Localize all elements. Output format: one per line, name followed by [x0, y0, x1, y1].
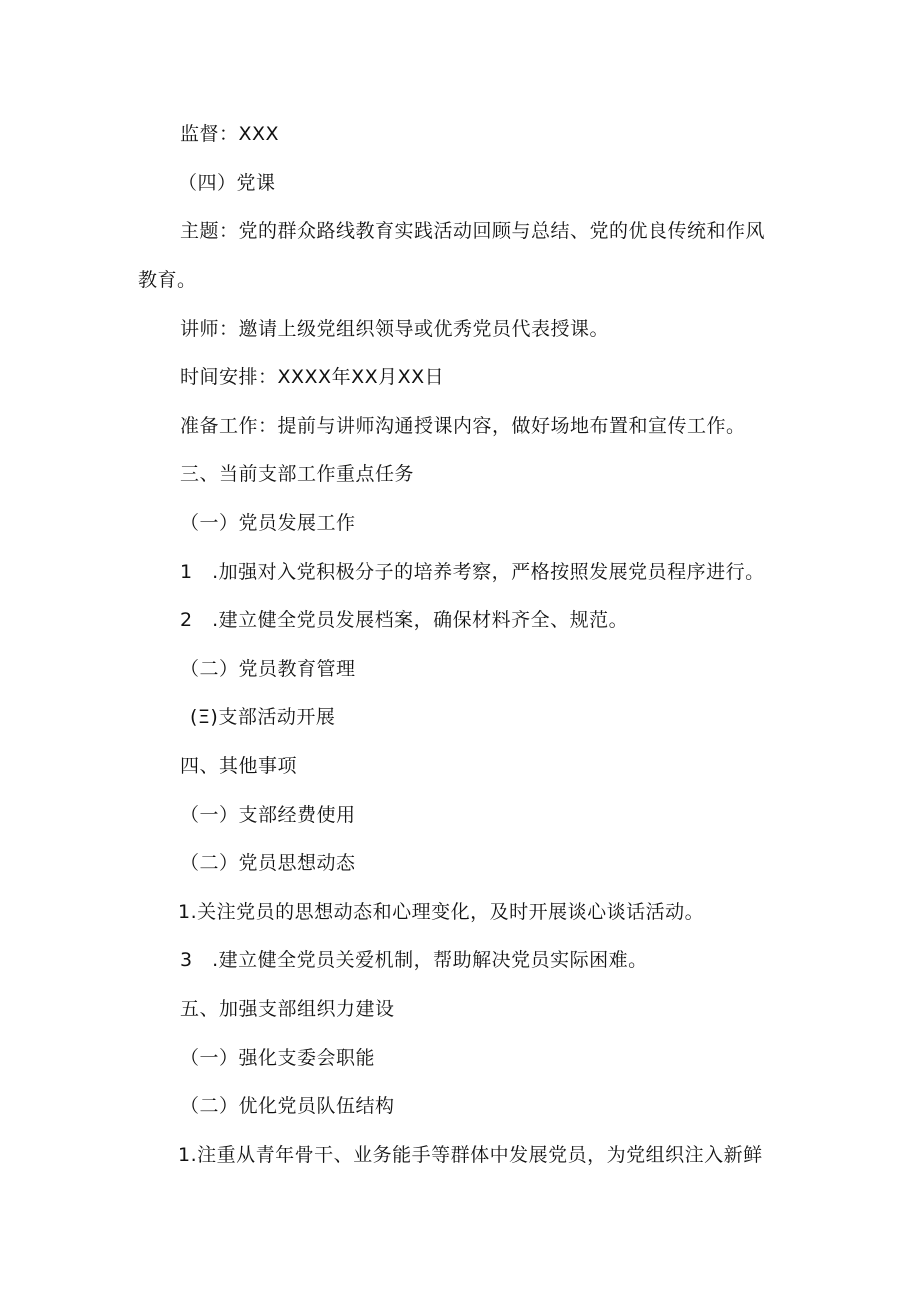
supervisor-line: 监督：XXX	[180, 123, 280, 145]
lecture-theme-continuation: 教育。	[138, 269, 197, 291]
subheading-member-development: （一）党员发展工作	[180, 512, 356, 534]
preparation-line: 准备工作：提前与讲师沟通授课内容，做好场地布置和宣传工作。	[180, 415, 746, 437]
list-item: 1 .加强对入党积极分子的培养考察，严格按照发展党员程序进行。	[180, 561, 765, 583]
section-heading-organizational-strength: 五、加强支部组织力建设	[180, 998, 395, 1020]
section-heading-key-tasks: 三、当前支部工作重点任务	[180, 463, 415, 485]
list-item: 1.注重从青年骨干、业务能手等群体中发展党员，为党组织注入新鲜	[178, 1144, 763, 1166]
subheading-member-thinking: （二）党员思想动态	[180, 852, 356, 874]
section-heading-party-lecture: （四）党课	[178, 172, 276, 194]
subheading-member-structure: （二）优化党员队伍结构	[180, 1095, 395, 1117]
subheading-branch-activities: (Ξ)支部活动开展	[190, 706, 336, 728]
subheading-member-education: （二）党员教育管理	[180, 658, 356, 680]
lecturer-line: 讲师：邀请上级党组织领导或优秀党员代表授课。	[180, 318, 610, 340]
subheading-committee-functions: （一）强化支委会职能	[180, 1047, 376, 1069]
subheading-branch-funds: （一）支部经费使用	[180, 804, 356, 826]
lecture-theme-line: 主题：党的群众路线教育实践活动回顾与总结、党的优良传统和作风	[180, 220, 766, 242]
list-item: 3 .建立健全党员关爱机制，帮助解决党员实际困难。	[180, 949, 648, 971]
list-item: 2 .建立健全党员发展档案，确保材料齐全、规范。	[180, 609, 629, 631]
section-heading-other-matters: 四、其他事项	[180, 755, 298, 777]
list-item: 1.关注党员的思想动态和心理变化，及时开展谈心谈话活动。	[178, 901, 705, 923]
schedule-line: 时间安排：XXXX年XX月XX日	[180, 366, 445, 388]
